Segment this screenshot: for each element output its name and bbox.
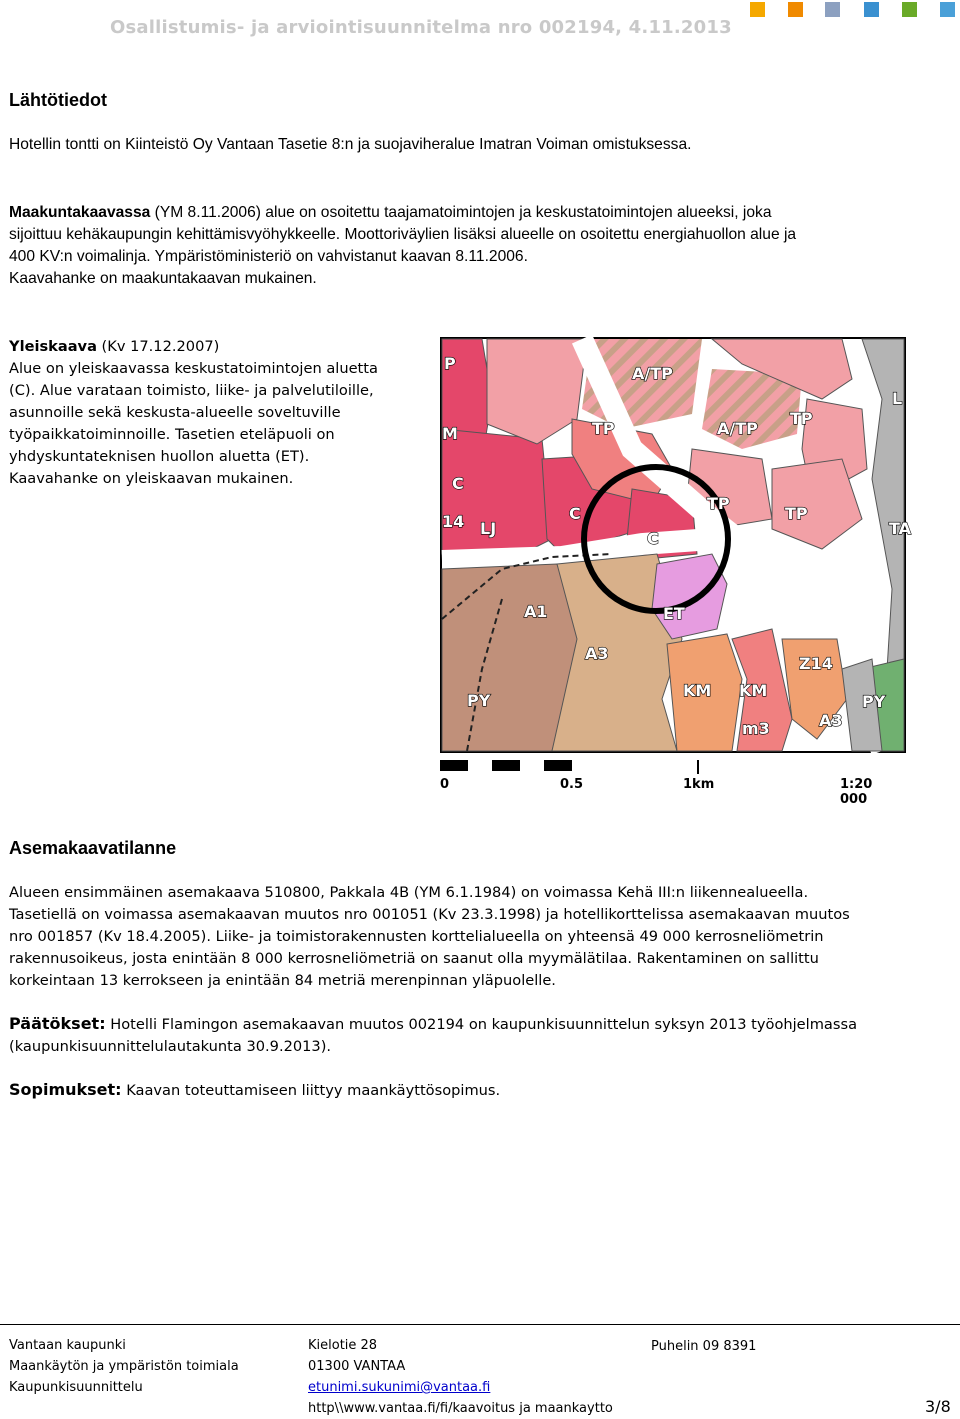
- yleiskaava-line: työpaikkatoiminnoille. Tasetien eteläpuoli on: [9, 426, 335, 443]
- map-scale-bar: [440, 760, 902, 807]
- maakuntakaava-line: Kaavahanke on maakuntakaavan mukainen.: [9, 270, 317, 287]
- maakuntakaava-paragraph: [9, 202, 954, 290]
- map-label: A3: [585, 644, 609, 663]
- asemakaava-line: korkeintaan 13 kerrokseen ja enintään 84 metriä merenpinnan yläpuolelle.: [9, 972, 556, 989]
- scale-tick: [697, 760, 699, 774]
- header-square: [864, 2, 879, 17]
- map-label: L: [892, 389, 903, 408]
- maakuntakaava-line: (YM 8.11.2006) alue on osoitettu taajamatoimintojen ja keskustatoimintojen alueeksi, joka: [150, 204, 772, 221]
- map-label: A/TP: [632, 364, 673, 383]
- yleiskaava-line: asunnoille sekä keskusta-alueelle soveltuville: [9, 404, 341, 421]
- asemakaava-line: rakennusoikeus, josta enintään 8 000 kerrosneliömetriä on saanut olla myymälätilaa. Rakentaminen on sallittu: [9, 950, 819, 967]
- map-label: 14: [442, 512, 465, 531]
- sopimukset-text: Kaavan toteuttamiseen liittyy maankäyttösopimus.: [121, 1082, 501, 1099]
- yleiskaava-line: (C). Alue varataan toimisto, liike- ja palvelutiloille,: [9, 382, 374, 399]
- map-label: A3: [819, 711, 843, 730]
- map-label: C: [452, 474, 464, 493]
- header-square: [788, 2, 803, 17]
- scale-label: 0: [440, 777, 450, 792]
- header-square: [940, 2, 955, 17]
- yleiskaava-line: Kaavahanke on yleiskaavan mukainen.: [9, 470, 294, 487]
- footer-line: 01300 VANTAA: [308, 1359, 406, 1374]
- scale-label: 1km: [683, 777, 715, 792]
- scale-segment: [440, 760, 468, 771]
- maakuntakaava-line: sijoittuu kehäkaupungin kehittämisvyöhykkeelle. Moottoriväylien lisäksi alueelle on osoitettu energiahuollon alue ja: [9, 226, 797, 243]
- asemakaava-paragraph: [9, 882, 954, 992]
- asemakaava-line: Tasetiellä on voimassa asemakaavan muutos nro 001051 (Kv 23.3.1998) ja hotellikorttelissa asemakaavan muutos: [9, 906, 850, 923]
- footer-url: http\\www.vantaa.fi/fi/kaavoitus ja maankaytto: [308, 1401, 613, 1416]
- paatokset-line: Hotelli Flamingon asemakaavan muutos 002194 on kaupunkisuunnittelun syksyn 2013 työohjelmassa: [105, 1016, 858, 1033]
- map-label: C: [647, 529, 659, 548]
- document-header-title: Osallistumis- ja arviointisuunnitelma nro 002194, 4.11.2013: [110, 17, 732, 38]
- yleiskaava-map: [440, 337, 912, 753]
- asemakaava-line: Alueen ensimmäinen asemakaava 510800, Pakkala 4B (YM 6.1.1984) on voimassa Kehä III:n liikennealueella.: [9, 884, 809, 901]
- lahtotiedot-text: Hotellin tontti on Kiinteistö Oy Vantaan Tasetie 8:n ja suojaviheralue Imatran Voiman omistuksessa.: [9, 136, 692, 153]
- maakuntakaava-line: 400 KV:n voimalinja. Ympäristöministeriö on vahvistanut kaavan 8.11.2006.: [9, 248, 528, 265]
- footer-line: Vantaan kaupunki: [9, 1338, 126, 1353]
- paatokset-paragraph: [9, 1013, 954, 1058]
- footer-org: [9, 1335, 239, 1398]
- yleiskaava-paragraph: [9, 336, 429, 490]
- map-label: ET: [663, 604, 685, 623]
- footer-line: Maankäytön ja ympäristön toimiala: [9, 1359, 239, 1374]
- maakuntakaava-label: Maakuntakaavassa: [9, 204, 151, 221]
- section-heading-lahtotiedot: Lähtötiedot: [9, 90, 107, 110]
- yleiskaava-date: (Kv 17.12.2007): [96, 338, 220, 355]
- footer-email-link[interactable]: etunimi.sukunimi@vantaa.fi: [308, 1380, 491, 1395]
- map-label: TP: [592, 419, 615, 438]
- map-svg: [442, 339, 912, 751]
- map-label: P: [444, 354, 456, 373]
- map-label: TP: [785, 504, 808, 523]
- map-label: Z14: [799, 654, 833, 673]
- yleiskaava-label: Yleiskaava: [9, 338, 97, 355]
- map-label: A1: [524, 602, 548, 621]
- scale-label: 0.5: [560, 777, 584, 792]
- yleiskaava-line: Alue on yleiskaavassa keskustatoimintojen aluetta: [9, 360, 378, 377]
- yleiskaava-line: yhdyskuntateknisen huollon aluetta (ET).: [9, 448, 310, 465]
- footer-address: [308, 1335, 613, 1419]
- footer-divider: [0, 1324, 960, 1325]
- map-label: LJ: [480, 519, 497, 538]
- map-label: PY: [862, 692, 886, 711]
- header-square: [750, 2, 765, 17]
- header-square: [902, 2, 917, 17]
- page-number: 3/8: [925, 1397, 951, 1416]
- paatokset-line: (kaupunkisuunnittelulautakunta 30.9.2013).: [9, 1038, 332, 1055]
- map-label: KM: [683, 681, 712, 700]
- map-label: M: [442, 424, 458, 443]
- map-label: TP: [707, 494, 730, 513]
- asemakaava-line: nro 001857 (Kv 18.4.2005). Liike- ja toimistorakennusten korttelialueella on yhteensä 49 000 kerrosneliömetrin: [9, 928, 824, 945]
- footer-line: Kielotie 28: [308, 1338, 378, 1353]
- map-label: TA: [889, 519, 912, 538]
- sopimukset-paragraph: [9, 1079, 500, 1102]
- paatokset-label: Päätökset:: [9, 1014, 106, 1033]
- map-label: TP: [790, 409, 813, 428]
- scale-segment: [492, 760, 520, 771]
- footer-phone: Puhelin 09 8391: [651, 1339, 757, 1354]
- map-label: C: [569, 504, 581, 523]
- footer-line: Kaupunkisuunnittelu: [9, 1380, 143, 1395]
- map-label: PY: [467, 691, 491, 710]
- map-label: A/TP: [717, 419, 758, 438]
- map-label: KM: [739, 681, 768, 700]
- scale-ratio: 1:20 000: [840, 777, 873, 807]
- section-heading-asemakaava: Asemakaavatilanne: [9, 838, 177, 858]
- map-label: m3: [742, 719, 770, 738]
- header-square: [825, 2, 840, 17]
- sopimukset-label: Sopimukset:: [9, 1080, 122, 1099]
- scale-segment: [544, 760, 572, 771]
- map-area-et: [652, 554, 727, 639]
